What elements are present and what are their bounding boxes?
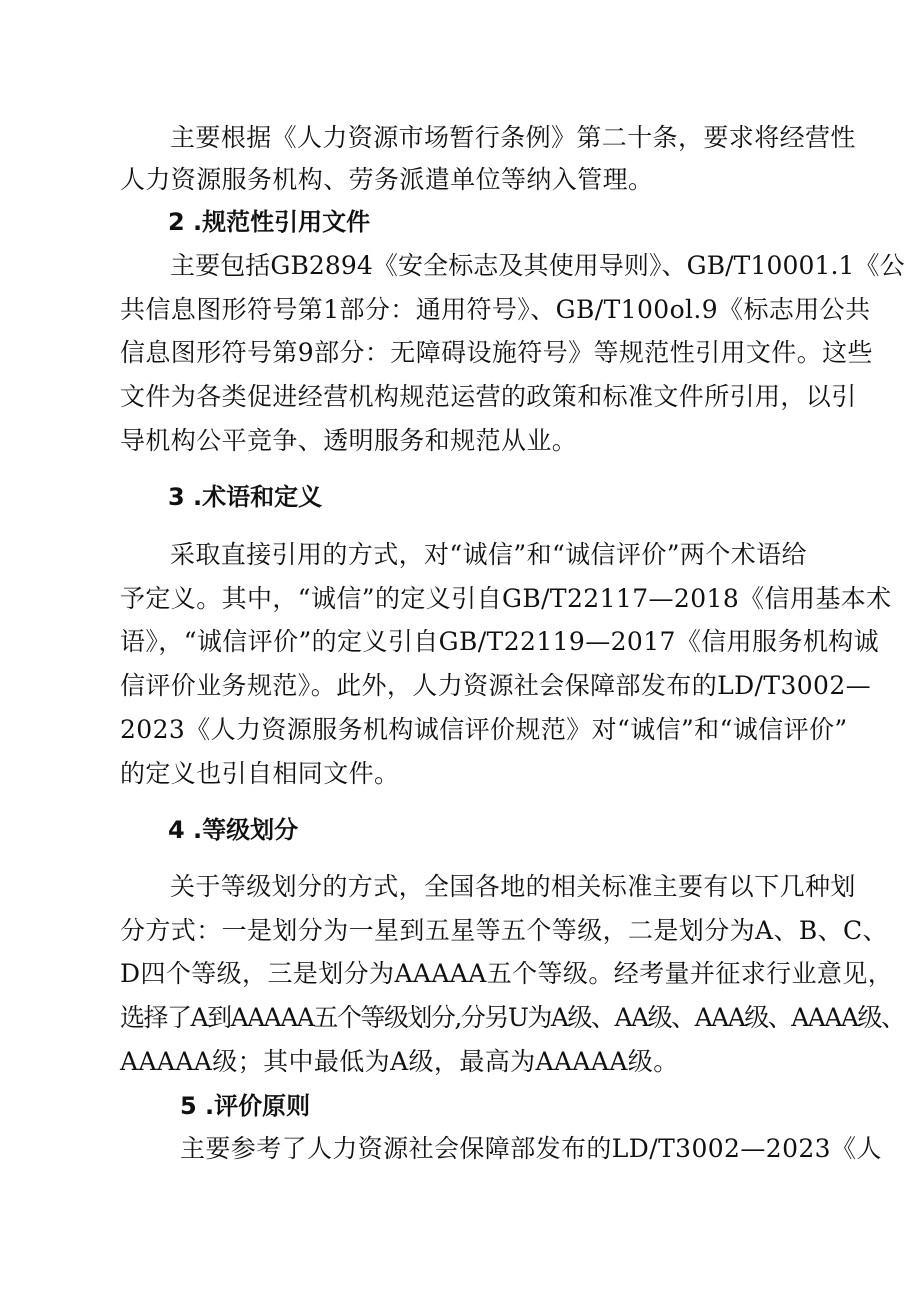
paragraph-2-line-4: 文件为各类促进经营机构规范运营的政策和标准文件所引用，以引 [120,382,857,411]
paragraph-1-line-1: 主要根据《人力资源市场暂行条例》第二十条，要求将经营性 [170,123,856,152]
paragraph-4-line-1: 关于等级划分的方式，全国各地的相关标准主要有以下几种划 [170,872,856,901]
section-heading-5: 5 .评价原则 [180,1092,311,1120]
paragraph-1-line-2: 人力资源服务机构、劳务派遣单位等纳入管理。 [120,165,654,194]
section-heading-2: 2 .规范性引用文件 [168,208,371,236]
paragraph-2-line-5: 导机构公平竞争、透明服务和规范从业。 [120,426,578,455]
paragraph-5-line-1: 主要参考了人力资源社会保障部发布的LD/T3002—2023《人 [180,1134,882,1163]
paragraph-4-line-2: 分方式：一是划分为一星到五星等五个等级，二是划分为A、B、C、 [120,916,888,945]
paragraph-4-line-3: D四个等级，三是划分为AAAAA五个等级。经考量并征求行业意见， [120,959,894,988]
paragraph-4-line-5: AAAAA级；其中最低为A级，最高为AAAAA级。 [120,1047,679,1076]
paragraph-3-line-6: 的定义也引自相同文件。 [120,759,400,788]
paragraph-4-line-4: 选择了A到AAAAA五个等级划分,分另U为A级、AA级、AAA级、AAAA级、 [120,1003,905,1032]
section-heading-3: 3 .术语和定义 [168,483,323,511]
paragraph-2-line-2: 共信息图形符号第1部分：通用符号》、GB/T100ol.9《标志用公共 [120,295,871,324]
paragraph-3-line-4: 信评价业务规范》。此外，人力资源社会保障部发布的LD/T3002— [120,671,872,700]
paragraph-2-line-1: 主要包括GB2894《安全标志及其使用导则》、GB/T10001.1《公 [170,251,905,280]
paragraph-3-line-1: 采取直接引用的方式，对“诚信”和“诚信评价”两个术语给 [170,540,807,569]
paragraph-3-line-5: 2023《人力资源服务机构诚信评价规范》对“诚信”和“诚信评价” [120,715,848,744]
paragraph-3-line-3: 语》，“诚信评价”的定义引自GB/T22119—2017《信用服务机构诚 [120,627,880,656]
section-heading-4: 4 .等级划分 [168,816,299,844]
paragraph-2-line-3: 信息图形符号第9部分：无障碍设施符号》等规范性引用文件。这些 [120,338,873,367]
paragraph-3-line-2: 予定义。其中，“诚信”的定义引自GB/T22117—2018《信用基本术 [120,584,892,613]
